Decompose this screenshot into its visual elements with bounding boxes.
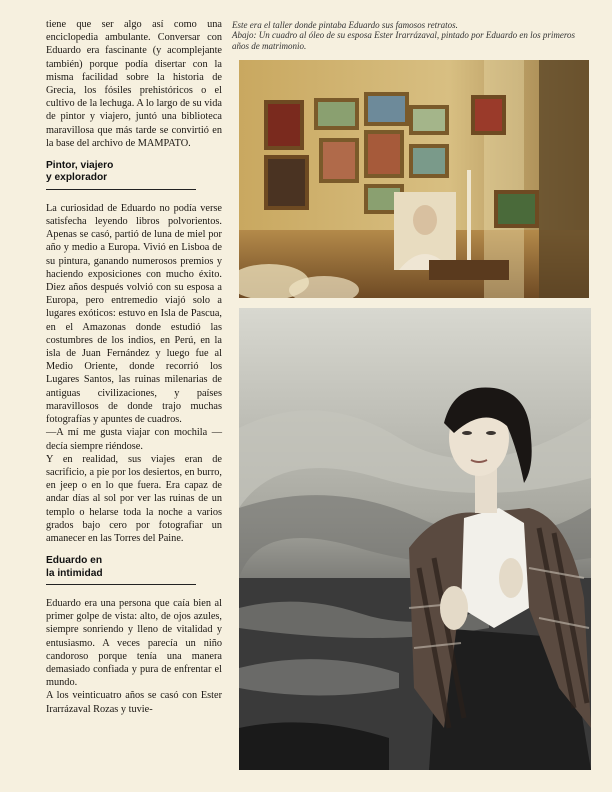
oil-portrait-image [239, 308, 591, 770]
section-heading-line: Pintor, viajero [46, 160, 114, 172]
photo-captions [232, 20, 592, 51]
body-paragraph: —A mí me gusta viajar con mochila —decía siempre riéndose. [46, 427, 222, 452]
body-paragraph: Y en realidad, sus viajes eran de sacrificio, a pie por los desiertos, en burro, en jeep o en lo que fuera. Era capaz de andar días al sol por ver las ruinas de un templo o helarse toda la noche a varios grados bajo cero por fotografiar un amanecer en las Torres del Paine. [46, 453, 222, 544]
section-heading-pintor [46, 160, 222, 185]
section-heading-line: y explorador [46, 172, 108, 184]
caption-top: Este era el taller donde pintaba Eduardo sus famosos retratos. [232, 20, 458, 30]
section-rule [46, 189, 196, 190]
body-paragraph: A los veinticuatro años se casó con Ester Irarrázaval Rozas y tuvie- [46, 690, 222, 715]
section-heading-line: la intimidad [46, 567, 103, 579]
section-heading-intimidad [46, 555, 222, 580]
oil-portrait-photo [239, 308, 591, 770]
studio-photo [239, 60, 589, 298]
intro-paragraph: tiene que ser algo así como una enciclopedia ambulante. Conversar con Eduardo era fascinante (y acomplejante también) porque podía disertar con la misma facilidad sobre la historia de Grecia, los fósiles prehistóricos o el cultivo de la lechuga. A lo largo de su vida de pintor y viajero, juntó una biblioteca maravillosa que más tarde se convirtió en la base del archivo de MAMPATO. [46, 19, 222, 149]
section-rule [46, 584, 196, 585]
body-paragraph: La curiosidad de Eduardo no podía verse satisfecha leyendo libros polvorientos. Apenas se casó, partió de luna de miel por año y medio a Europa. Vivió en Lisboa de su pintura, ganando numerosos premios y haciendo exposiciones con mucho éxito. Diez años después volvió con su esposa a Europa, pero entremedio viajó solo a lugares exóticos: estuvo en Isla de Pascua, en el Amazonas donde estudió las costumbres de los indios, en Perú, en la isla de Juan Fernández y luego fue al Medio Oriente, donde recorrió los Lugares Santos, las ruinas milenarias de antiguas civilizaciones, y países maravillosos de donde trajo muchas fotografías y apuntes de cuadros. [46, 202, 222, 426]
section-heading-line: Eduardo en [46, 555, 103, 567]
body-paragraph: Eduardo era una persona que caía bien al primer golpe de vista: alto, de ojos azules, siempre sonriendo y lleno de vitalidad y entusiasmo. A veces parecía un niño candoroso porque tenía una manera demasiado confiada y pura de enfrentar el mundo. [46, 597, 222, 689]
left-text-column [46, 18, 222, 716]
caption-bottom: Abajo: Un cuadro al óleo de su esposa Ester Irarrázaval, pintado por Eduardo en los primeros años de matrimonio. [232, 30, 575, 51]
studio-photo-image [239, 60, 589, 298]
